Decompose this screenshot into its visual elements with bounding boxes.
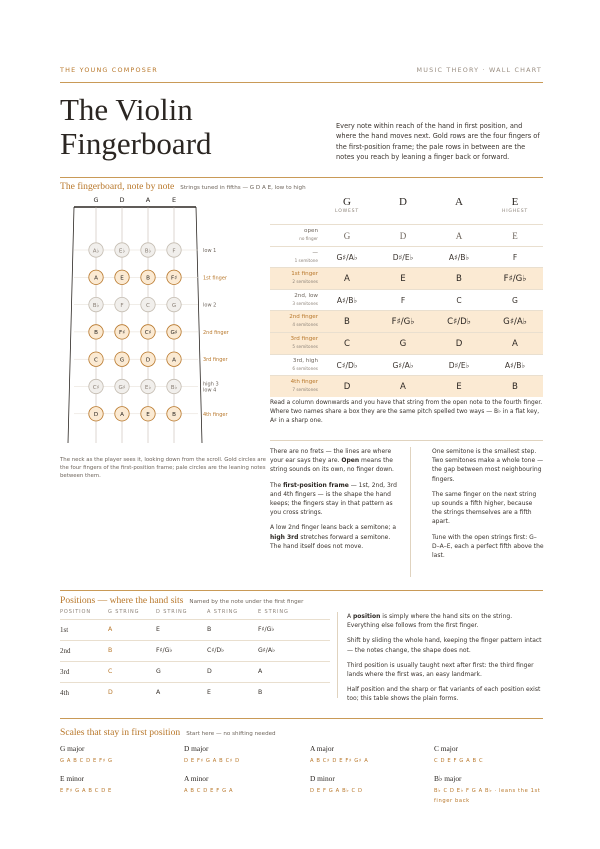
- positions-cell: G: [156, 668, 161, 675]
- note-cell: C: [456, 295, 462, 305]
- scale-notes: D E F G A B♭ C D: [310, 788, 363, 794]
- row-label: high 3: [203, 381, 219, 388]
- note-table-row: [270, 310, 543, 332]
- string-range-label: LOWEST: [335, 209, 359, 214]
- note-label: A: [120, 412, 124, 419]
- note-label: E♭: [118, 248, 126, 255]
- note-label: B♭: [170, 384, 178, 391]
- row-label-main: 4th finger: [290, 379, 318, 386]
- positions-column-header: E STRING: [258, 609, 289, 615]
- title-line-1: The Violin: [60, 92, 193, 127]
- paragraph-emphasis: Open: [341, 457, 360, 465]
- positions-note: [347, 636, 543, 654]
- note-cell: G: [512, 295, 518, 305]
- note-cell: A♯/B♭: [504, 360, 526, 370]
- positions-row: [60, 682, 330, 703]
- note-label: F♯: [119, 330, 125, 337]
- scale-entry: [434, 774, 546, 806]
- positions-note: [347, 661, 543, 679]
- positions-note: [347, 612, 543, 630]
- row-label: [270, 379, 318, 393]
- section-rule-fingerboard: [60, 177, 543, 178]
- positions-cell: 4th: [60, 689, 69, 697]
- positions-cell: F♯/G♭: [156, 647, 173, 654]
- row-label: [270, 314, 318, 328]
- string-column-header: [487, 196, 543, 214]
- note-label: E: [146, 412, 150, 419]
- string-column-header: [319, 196, 375, 214]
- positions-cell: C: [108, 668, 113, 675]
- scale-notes: E F♯ G A B C D E: [60, 788, 112, 794]
- intro-paragraph: Every note within reach of the hand in first position, and where the hand moves next. Gold rows are the four fingers of the first-position frame; the pale rows in between are the notes you reach by leaning a finger back or forward.: [336, 122, 540, 162]
- note-table: [270, 196, 543, 400]
- row-label-main: 1st finger: [291, 271, 318, 278]
- positions-cell: F♯/G♭: [258, 626, 275, 633]
- explanation-paragraph: [270, 447, 400, 475]
- positions-cell: A: [258, 668, 263, 675]
- note-table-row: [270, 354, 543, 376]
- positions-cell: 3rd: [60, 668, 70, 676]
- scale-notes: G A B C D E F♯ G: [60, 758, 113, 764]
- note-label: E: [120, 275, 124, 282]
- explanation-column-1: [270, 447, 400, 557]
- explanation-paragraph: [270, 523, 400, 551]
- note-label: A: [172, 357, 176, 364]
- note-cell: D: [455, 339, 463, 349]
- paragraph-text: stretches forward a semitone. The hand itself does not move.: [270, 533, 391, 550]
- note-cell: E: [512, 231, 518, 241]
- scale-entry: [60, 774, 178, 796]
- scale-notes: C D E F G A B C: [434, 758, 484, 764]
- row-label-main: 3rd, high: [292, 357, 318, 364]
- scale-name: C major: [434, 744, 459, 753]
- row-label: 1st finger: [203, 275, 227, 282]
- positions-cell: 2nd: [60, 647, 71, 655]
- positions-table: [60, 609, 330, 705]
- row-label-semitones: 7 semitones: [292, 387, 318, 393]
- note-cell: D: [399, 231, 407, 241]
- note-label: D: [93, 412, 99, 419]
- string-label: E: [171, 196, 177, 204]
- title-line-2: Fingerboard: [60, 126, 212, 161]
- row-label: [270, 271, 318, 285]
- string-name: E: [511, 196, 519, 208]
- scale-name: G major: [60, 744, 85, 753]
- note-cell: G: [399, 339, 407, 349]
- string-range-label: HIGHEST: [501, 209, 529, 214]
- string-name: D: [399, 196, 407, 208]
- positions-cell: C♯/D♭: [207, 647, 225, 654]
- positions-section-title: Positions — where the hand sits: [60, 595, 184, 606]
- fingerboard-section-heading: [60, 181, 306, 192]
- string-name: G: [343, 196, 351, 208]
- note-cell: E: [400, 274, 406, 285]
- row-label: [270, 250, 318, 264]
- string-label: D: [119, 196, 125, 204]
- paragraph-text: The: [270, 481, 284, 489]
- scale-entry: [60, 744, 178, 766]
- row-label: low 1: [203, 248, 217, 254]
- positions-divider: [337, 612, 338, 698]
- note-cell: A: [400, 382, 406, 393]
- paragraph-text: — 1st, 2nd, 3rd and 4th fingers — is the shape the hand keeps; the fingers stay in that pattern as you cross strings.: [270, 481, 397, 517]
- fingerboard-caption: The neck as the player sees it, looking down from the scroll. Gold circles are the four fingers of the first-position frame; pale circles are the leaning notes between them.: [60, 457, 266, 479]
- positions-column-header: POSITION: [60, 609, 92, 615]
- note-cell: E: [456, 382, 462, 393]
- note-label: G: [171, 302, 177, 309]
- scale-name: B♭ major: [434, 774, 462, 783]
- header-rule: [60, 82, 543, 83]
- section-rule-positions: [60, 590, 543, 591]
- page-title: [60, 93, 212, 161]
- row-label: 4th finger: [203, 411, 228, 418]
- column-divider: [410, 447, 411, 577]
- scale-entry: [434, 744, 552, 766]
- paragraph-text: Third position is usually taught next after first: the third finger lands where the first was, an easy landmark.: [347, 661, 534, 679]
- note-label: C: [94, 357, 98, 364]
- fingerboard-section-title: The fingerboard, note by note: [60, 181, 175, 192]
- note-table-row: [270, 332, 543, 354]
- string-column-header: [431, 196, 487, 209]
- scale-notes: B♭ C D E♭ F G A B♭ · leans the 1st finger back: [434, 788, 541, 804]
- note-label: E♭: [144, 384, 152, 391]
- positions-cell: B: [207, 626, 212, 633]
- note-label: B: [94, 330, 98, 337]
- note-cell: D: [343, 382, 351, 393]
- note-label: G: [119, 357, 125, 364]
- note-label: C♯: [144, 330, 152, 337]
- note-cell: C: [343, 339, 350, 349]
- paragraph-text: A low 2nd finger leans back a semitone; a: [270, 524, 397, 532]
- note-cell: B: [456, 274, 462, 285]
- positions-note: [347, 685, 543, 703]
- note-label: C: [146, 302, 150, 309]
- positions-column-header: A STRING: [207, 609, 239, 615]
- note-cell: G♯/A♭: [503, 317, 527, 328]
- row-label: 2nd finger: [203, 329, 229, 336]
- positions-cell: E: [156, 626, 160, 633]
- note-cell: A: [512, 339, 518, 349]
- publication-name: THE YOUNG COMPOSER: [60, 66, 158, 74]
- note-label: F: [120, 302, 124, 309]
- row-label-semitones: 2 semitones: [292, 279, 318, 285]
- note-cell: A: [455, 231, 463, 241]
- paragraph-text: is simply where the hand sits on the string. Everything else follows from the first finger.: [347, 613, 513, 630]
- string-name: A: [455, 196, 463, 208]
- note-label: B: [172, 412, 176, 419]
- note-cell: B: [512, 382, 518, 393]
- note-table-row: [270, 375, 543, 397]
- note-cell: A♯/B♭: [336, 295, 358, 305]
- row-label-main: 2nd finger: [289, 314, 318, 321]
- neck-outline: [68, 207, 202, 443]
- paragraph-emphasis: position: [353, 613, 381, 620]
- positions-row: [60, 661, 330, 682]
- row-label-main: 3rd finger: [290, 336, 318, 342]
- note-cell: A: [344, 274, 350, 285]
- paragraph-text: There are no frets — the lines are where your ear says they are.: [270, 448, 392, 465]
- row-label: low 2: [203, 302, 217, 309]
- row-label-semitones: no finger: [299, 236, 318, 241]
- scale-name: A minor: [184, 774, 209, 783]
- row-label: [270, 336, 318, 350]
- paragraph-text: A: [347, 613, 354, 620]
- note-table-row: [270, 289, 543, 311]
- row-label-semitones: 1 semitone: [294, 257, 318, 263]
- chart-category: MUSIC THEORY · WALL CHART: [416, 66, 542, 74]
- note-cell: F: [512, 252, 518, 262]
- note-label: G♯: [118, 384, 126, 391]
- note-label: B♭: [92, 302, 100, 309]
- explanation-paragraph: The same finger on the next string up sounds a fifth higher, because the strings themselves are a fifth apart.: [432, 490, 537, 526]
- scales-section-subtitle: Start here — no shifting needed: [186, 731, 276, 737]
- note-table-row: [270, 267, 543, 289]
- fingerboard-diagram: [60, 193, 275, 455]
- note-label: B: [146, 275, 150, 282]
- section-rule-scales: [60, 718, 543, 719]
- note-cell: C♯/D♭: [336, 360, 358, 370]
- note-cell: G♯/A♭: [392, 360, 414, 370]
- scale-notes: A B C♯ D E F♯ G♯ A: [310, 758, 369, 764]
- note-table-row: [270, 246, 543, 268]
- note-label: B♭: [144, 248, 152, 255]
- positions-section-subtitle: Named by the note under the first finger: [189, 599, 304, 605]
- note-cell: D♯/E♭: [392, 252, 414, 262]
- note-cell: G: [343, 231, 351, 241]
- scale-entry: [184, 744, 302, 766]
- explanation-column-2: [432, 447, 544, 566]
- paragraph-text: Half position and the sharp or flat variants of each position exist too; this table shows the plain forms.: [347, 686, 541, 703]
- explanation-paragraph: Tune with the open strings first: G–D–A–E, each a perfect fifth above the last.: [432, 533, 544, 560]
- row-label: [270, 293, 318, 307]
- scale-notes: D E F♯ G A B C♯ D: [184, 758, 240, 764]
- scale-entry: [310, 774, 428, 796]
- scale-name: E minor: [60, 774, 85, 783]
- note-cell: C♯/D♭: [447, 317, 471, 328]
- row-label-main: open: [304, 228, 318, 234]
- explanation-paragraph: One semitone is the smallest step. Two semitones make a whole tone — the gap between most neighbouring fingers.: [432, 448, 544, 483]
- scales-section-title: Scales that stay in first position: [60, 727, 181, 738]
- row-label: [270, 228, 318, 242]
- note-cell: D♯/E♭: [448, 360, 470, 370]
- positions-cell: B: [108, 647, 113, 654]
- note-label: F: [172, 248, 176, 255]
- note-cell: F♯/G♭: [503, 274, 527, 285]
- positions-cell: A: [108, 626, 113, 633]
- note-label: C♯: [92, 384, 100, 391]
- scale-name: A major: [310, 744, 335, 753]
- row-label: low 4: [203, 387, 217, 394]
- explanation-paragraph: [270, 481, 400, 518]
- note-label: D: [145, 357, 151, 364]
- scale-name: D major: [184, 744, 209, 753]
- string-label: A: [145, 196, 151, 204]
- note-table-explanation: Read a column downwards and you have that string from the open note to the fourth finger. Where two names share a box they are the same pitch spelled two ways — B♭ in a flat key, A♯ in a sharp one.: [270, 400, 543, 425]
- fingerboard-section-subtitle: Strings tuned in fifths — G D A E, low to high: [180, 185, 306, 191]
- note-label: G♯: [170, 330, 178, 337]
- note-cell: B: [344, 317, 350, 328]
- scale-name: D minor: [310, 774, 335, 783]
- note-cell: G♯/A♭: [336, 252, 358, 262]
- positions-cell: D: [207, 668, 212, 675]
- scale-notes: A B C D E F G A: [184, 788, 234, 794]
- row-label-semitones: 5 semitones: [292, 344, 318, 349]
- positions-cell: 1st: [60, 626, 69, 634]
- positions-cell: A: [156, 689, 161, 696]
- explain-rule: [270, 440, 543, 441]
- positions-row: [60, 619, 330, 640]
- positions-cell: B: [258, 689, 263, 696]
- paragraph-emphasis: high 3rd: [270, 533, 299, 541]
- row-label-main: 2nd, low: [294, 292, 318, 299]
- positions-notes: [347, 612, 543, 710]
- row-label-semitones: 6 semitones: [292, 365, 318, 371]
- positions-cell: G♯/A♭: [258, 647, 276, 654]
- row-label: 3rd finger: [203, 357, 228, 364]
- paragraph-emphasis: first-position frame: [283, 481, 349, 489]
- row-label: [270, 358, 318, 372]
- note-table-row: [270, 224, 543, 246]
- note-cell: F♯/G♭: [391, 317, 415, 328]
- positions-cell: E: [207, 689, 211, 696]
- paragraph-text: Shift by sliding the whole hand, keeping the finger pattern intact — the notes change, the shape does not.: [347, 637, 542, 654]
- scale-entry: [184, 774, 302, 796]
- row-label-main: —: [312, 249, 318, 256]
- scales-section-heading: [60, 727, 276, 738]
- positions-row: [60, 640, 330, 661]
- note-label: A♭: [92, 248, 100, 255]
- positions-cell: D: [108, 689, 113, 696]
- note-cell: A♯/B♭: [448, 252, 470, 262]
- positions-section-heading: [60, 595, 303, 606]
- row-label-semitones: 3 semitones: [292, 300, 318, 306]
- positions-column-header: D STRING: [156, 609, 188, 615]
- paragraph-text: means the string sounds on its own, no finger down.: [270, 457, 394, 474]
- positions-column-header: G STRING: [108, 609, 140, 615]
- note-label: F♯: [171, 275, 177, 282]
- scale-entry: [310, 744, 428, 766]
- note-label: A: [94, 275, 98, 282]
- note-cell: F: [400, 295, 406, 305]
- string-column-header: [375, 196, 431, 209]
- row-label-semitones: 4 semitones: [292, 322, 318, 328]
- string-label: G: [93, 196, 99, 204]
